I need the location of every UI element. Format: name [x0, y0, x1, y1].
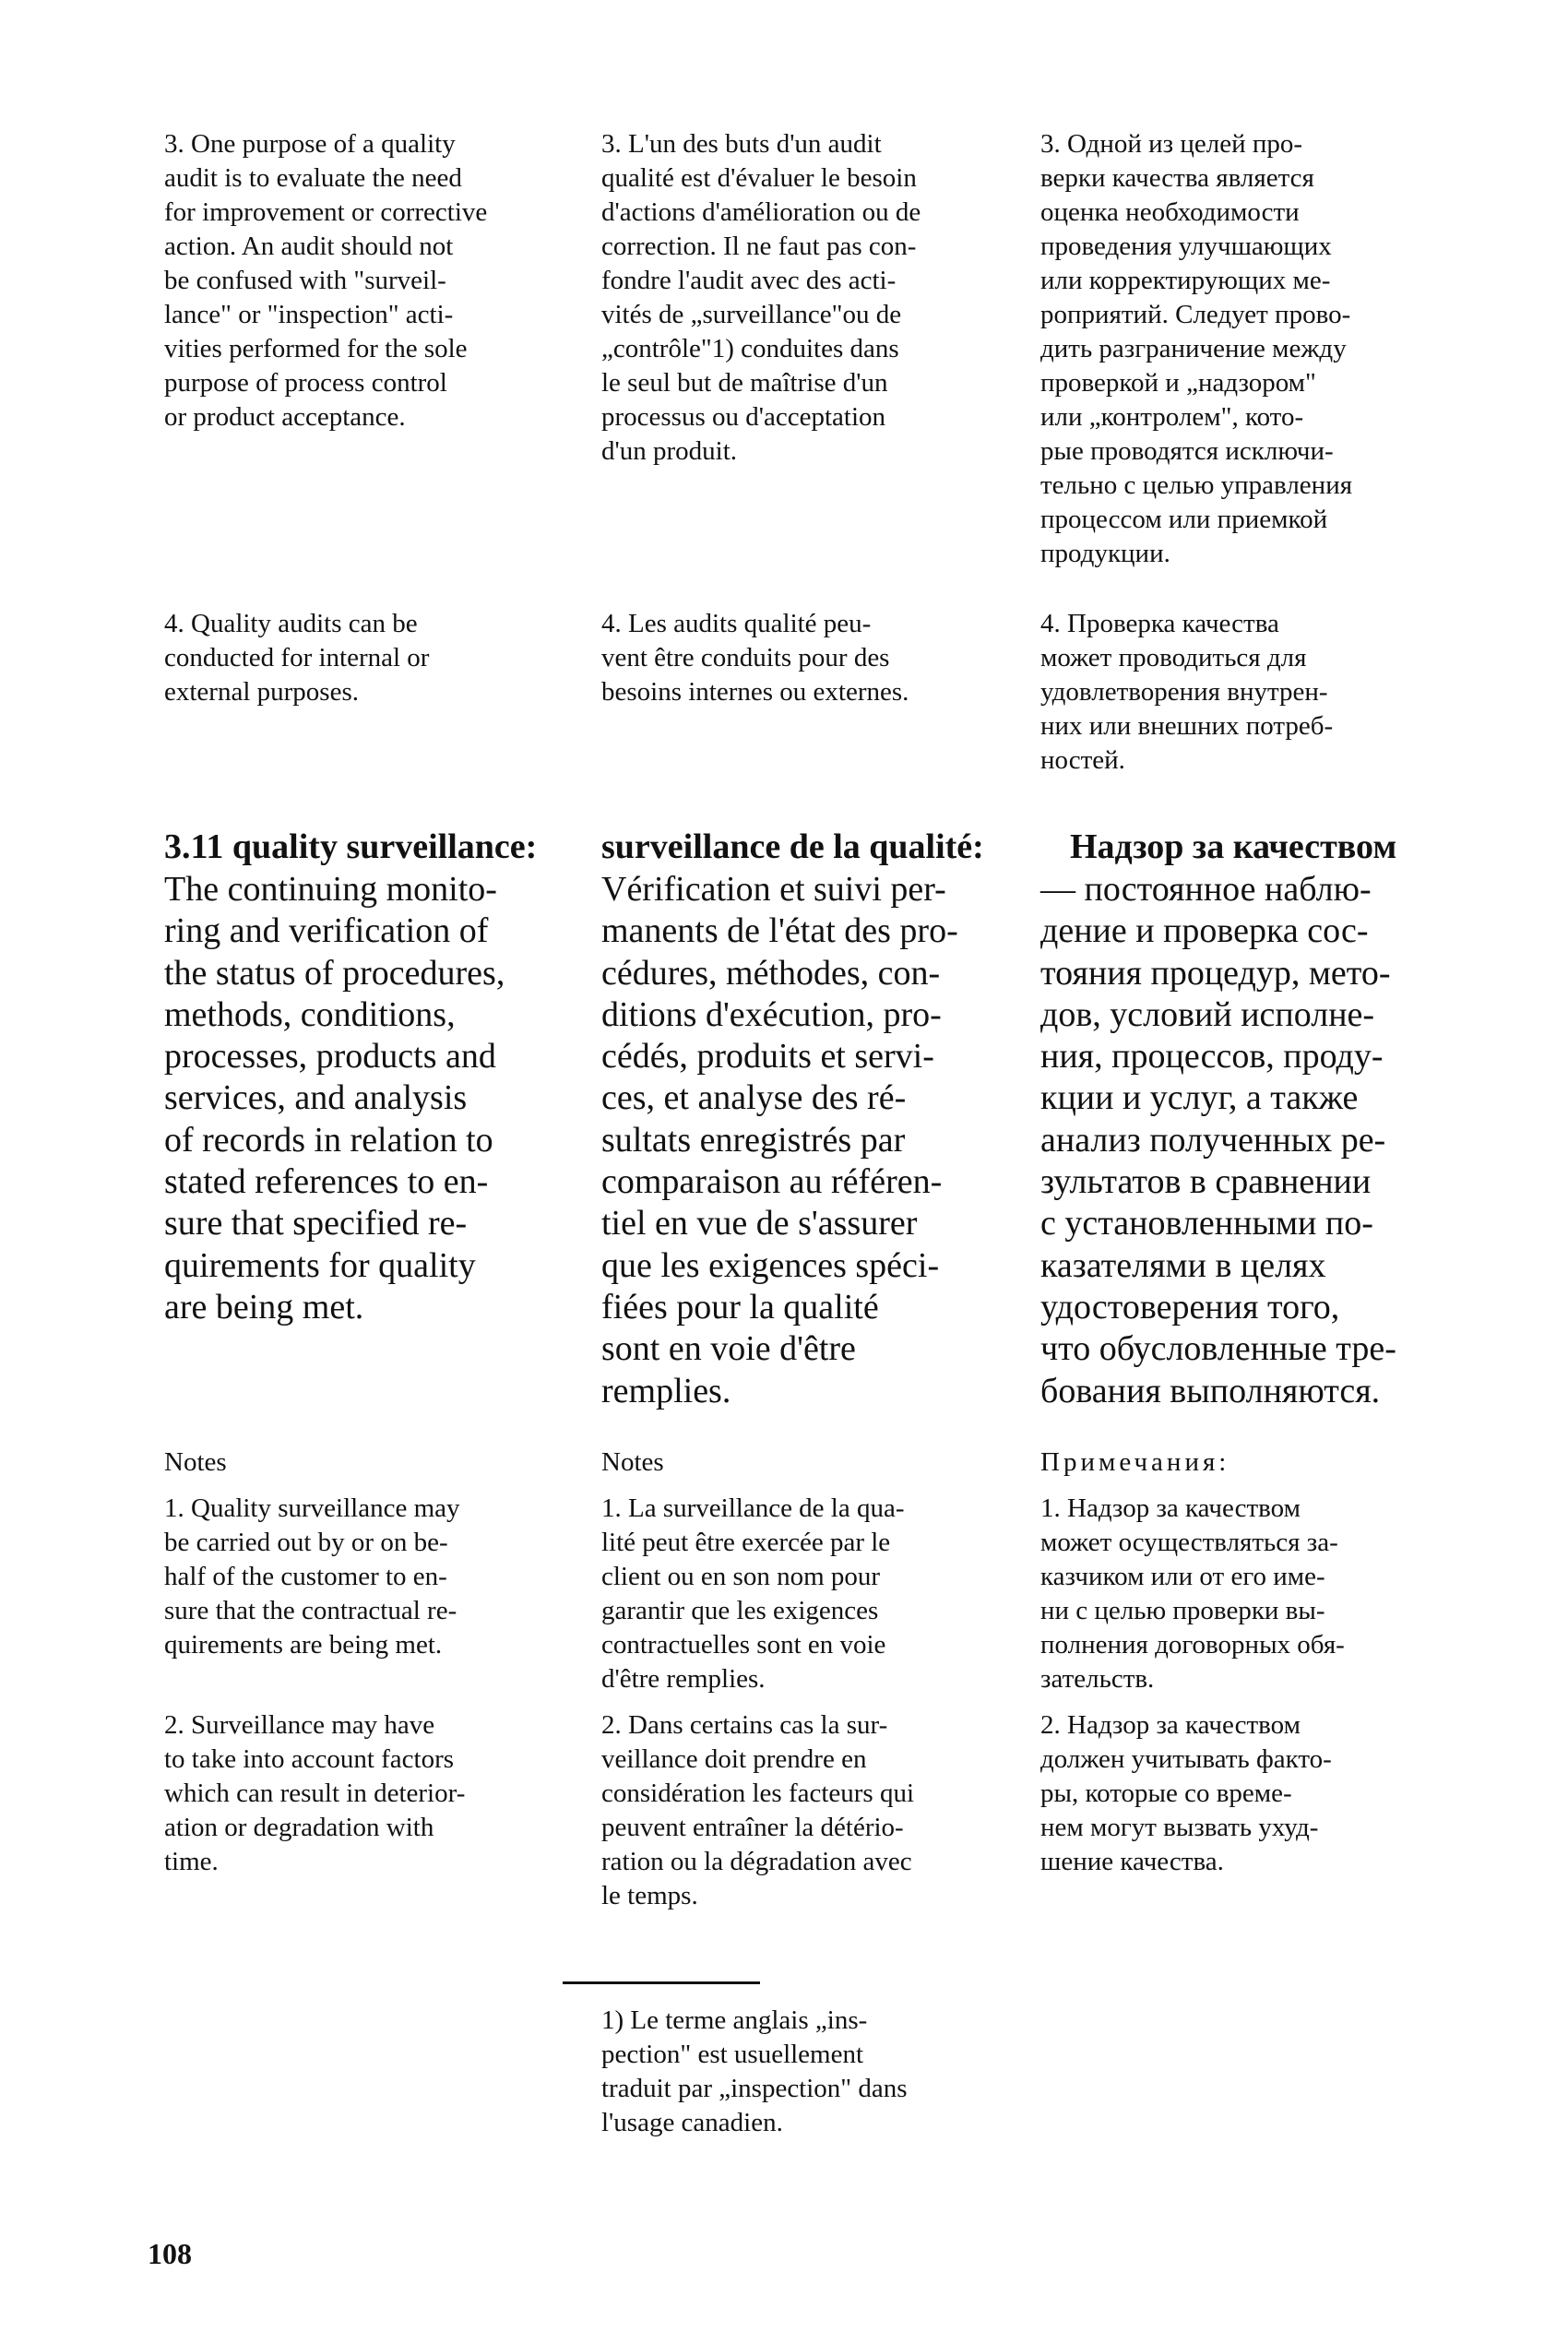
fr-definition: Vérification et suivi per- manents de l'état des pro- cédures, méthodes, con- ditions d'exécution, pro- cédés, produits et servi- ces, et analyse des ré- sultats enregistrés par comparaison au référen- tiel en vue de s'assurer que les exigences spéci- fiées pour la qualité sont en voie d'être remplies. — [601, 870, 958, 1410]
fr-notes-label: Notes — [601, 1447, 664, 1477]
ru-term-heading: Надзор за качеством — [1070, 827, 1397, 866]
en-term-heading: 3.11 quality surveillance: — [164, 827, 538, 866]
en-note-2: 2. Surveillance may have to take into account factors which can result in deterior- ation or degradation with time. — [164, 1710, 466, 1876]
ru-notes-label: Примечания: — [1040, 1447, 1230, 1477]
ru-definition: — постоянное наблю- дение и проверка сос- тояния процедур, мето- дов, условий исполне- ния, процессов, проду- кции и услуг, а также анализ полученных ре- зультатов в сравнении с установленными по- казателями в целях удостоверения того, что обусловленные тре- бования выполняются. — [1040, 870, 1396, 1410]
page-number: 108 — [148, 2237, 192, 2270]
en-note-4: 4. Quality audits can be conducted for internal or external purposes. — [164, 609, 430, 707]
fr-note-3: 3. L'un des buts d'un audit qualité est d'évaluer le besoin d'actions d'amélioration ou de correction. Il ne faut pas con- fondre l'audit avec des acti- vités de „surveillance"ou de „contrôle"1) conduites dans le seul but de maîtrise d'un processus ou d'acceptation d'un produit. — [601, 129, 921, 466]
ru-note-1: 1. Надзор за качеством может осуществляться за- казчиком или от его име- ни с целью проверки вы- полнения договорных обя- зательств. — [1040, 1493, 1345, 1694]
ru-note-3: 3. Одной из целей про- верки качества является оценка необходимости проведения улучшающих или корректирующих ме- роприятий. Следует прово- дить разграничение между проверкой и „надзором" или „контролем", кото- рые проводятся исключи- тельно с целью управления процессом или приемкой продукции. — [1040, 129, 1353, 568]
en-note-1: 1. Quality surveillance may be carried out by or on be- half of the customer to en- sure that the contractual re- quirements are being met. — [164, 1493, 460, 1660]
en-notes-label: Notes — [164, 1447, 227, 1477]
footnote-rule — [563, 1981, 760, 1984]
en-note-3: 3. One purpose of a quality audit is to evaluate the need for improvement or corrective action. An audit should not be confused with "surveil- lance" or "inspection" acti- vities performed for the sole purpose of process control or product acceptance. — [164, 129, 488, 432]
fr-term-heading: surveillance de la qualité: — [601, 827, 984, 866]
en-definition: The continuing monito- ring and verification of the status of procedures, methods, conditions, processes, products and services, and analysis of records in relation to stated references to en- sure that specified re- quirements for quality are being met. — [164, 870, 505, 1327]
fr-note-2: 2. Dans certains cas la sur- veillance doit prendre en considération les facteurs qui peuvent entraîner la détério- ration ou la dégradation avec le temps. — [601, 1710, 915, 1910]
fr-note-1: 1. La surveillance de la qua- lité peut être exercée par le client ou en son nom pour garantir que les exigences contractuelles sont en voie d'être remplies. — [601, 1493, 905, 1694]
ru-note-4: 4. Проверка качества может проводиться для удовлетворения внутрен- них или внешних потреб- ностей. — [1040, 609, 1334, 775]
ru-note-2: 2. Надзор за качеством должен учитывать факто- ры, которые со време- нем могут вызвать ухуд- шение качества. — [1040, 1710, 1332, 1876]
fr-footnote: 1) Le terme anglais „ins- pection" est usuellement traduit par „inspection" dans l'usage canadien. — [601, 2005, 908, 2137]
fr-note-4: 4. Les audits qualité peu- vent être conduits pour des besoins internes ou externes. — [601, 609, 909, 707]
